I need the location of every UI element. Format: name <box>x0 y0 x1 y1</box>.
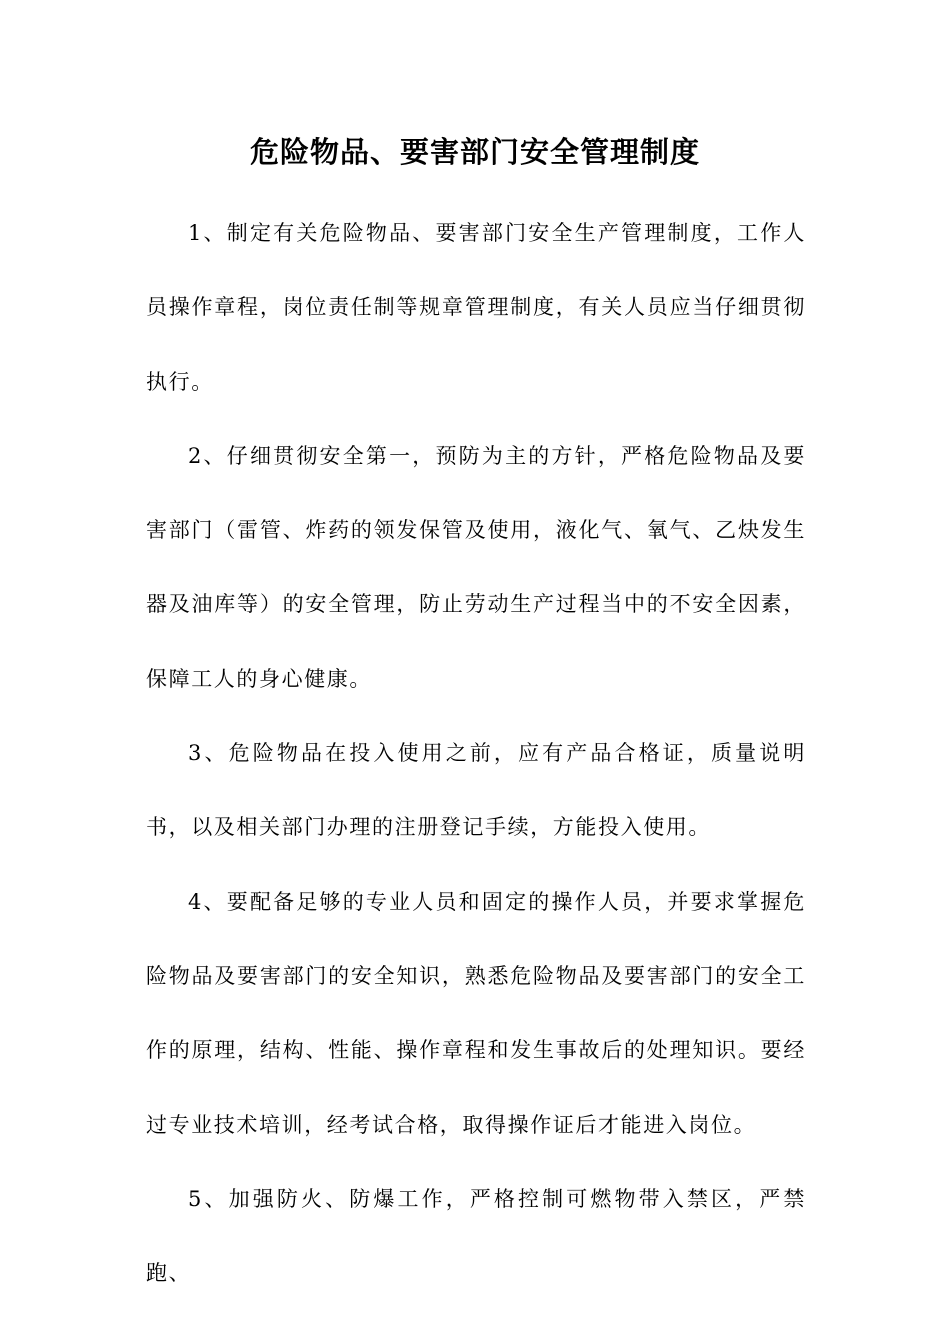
paragraph-4: 4、要配备足够的专业人员和固定的操作人员，并要求掌握危险物品及要害部门的安全知识，熟悉危险物品及要害部门的安全工作的原理，结构、性能、操作章程和发生事故后的处理知识。要经过专业技术培训，经考试合格，取得操作证后才能进入岗位。 <box>146 889 806 1137</box>
document-body <box>146 196 806 1310</box>
paragraph-5: 5、加强防火、防爆工作，严格控制可燃物带入禁区，严禁跑、 <box>146 1186 806 1286</box>
document-title: 危险物品、要害部门安全管理制度 <box>249 135 700 169</box>
paragraph-1: 1、制定有关危险物品、要害部门安全生产管理制度，工作人员操作章程，岗位责任制等规章管理制度，有关人员应当仔细贯彻执行。 <box>146 221 806 394</box>
paragraph-3: 3、危险物品在投入使用之前，应有产品合格证，质量说明书，以及相关部门办理的注册登记手续，方能投入使用。 <box>146 741 806 840</box>
paragraph-2: 2、仔细贯彻安全第一，预防为主的方针，严格危险物品及要害部门（雷管、炸药的领发保管及使用，液化气、氧气、乙炔发生器及油库等）的安全管理，防止劳动生产过程当中的不安全因素，保障工人的身心健康。 <box>146 443 806 691</box>
